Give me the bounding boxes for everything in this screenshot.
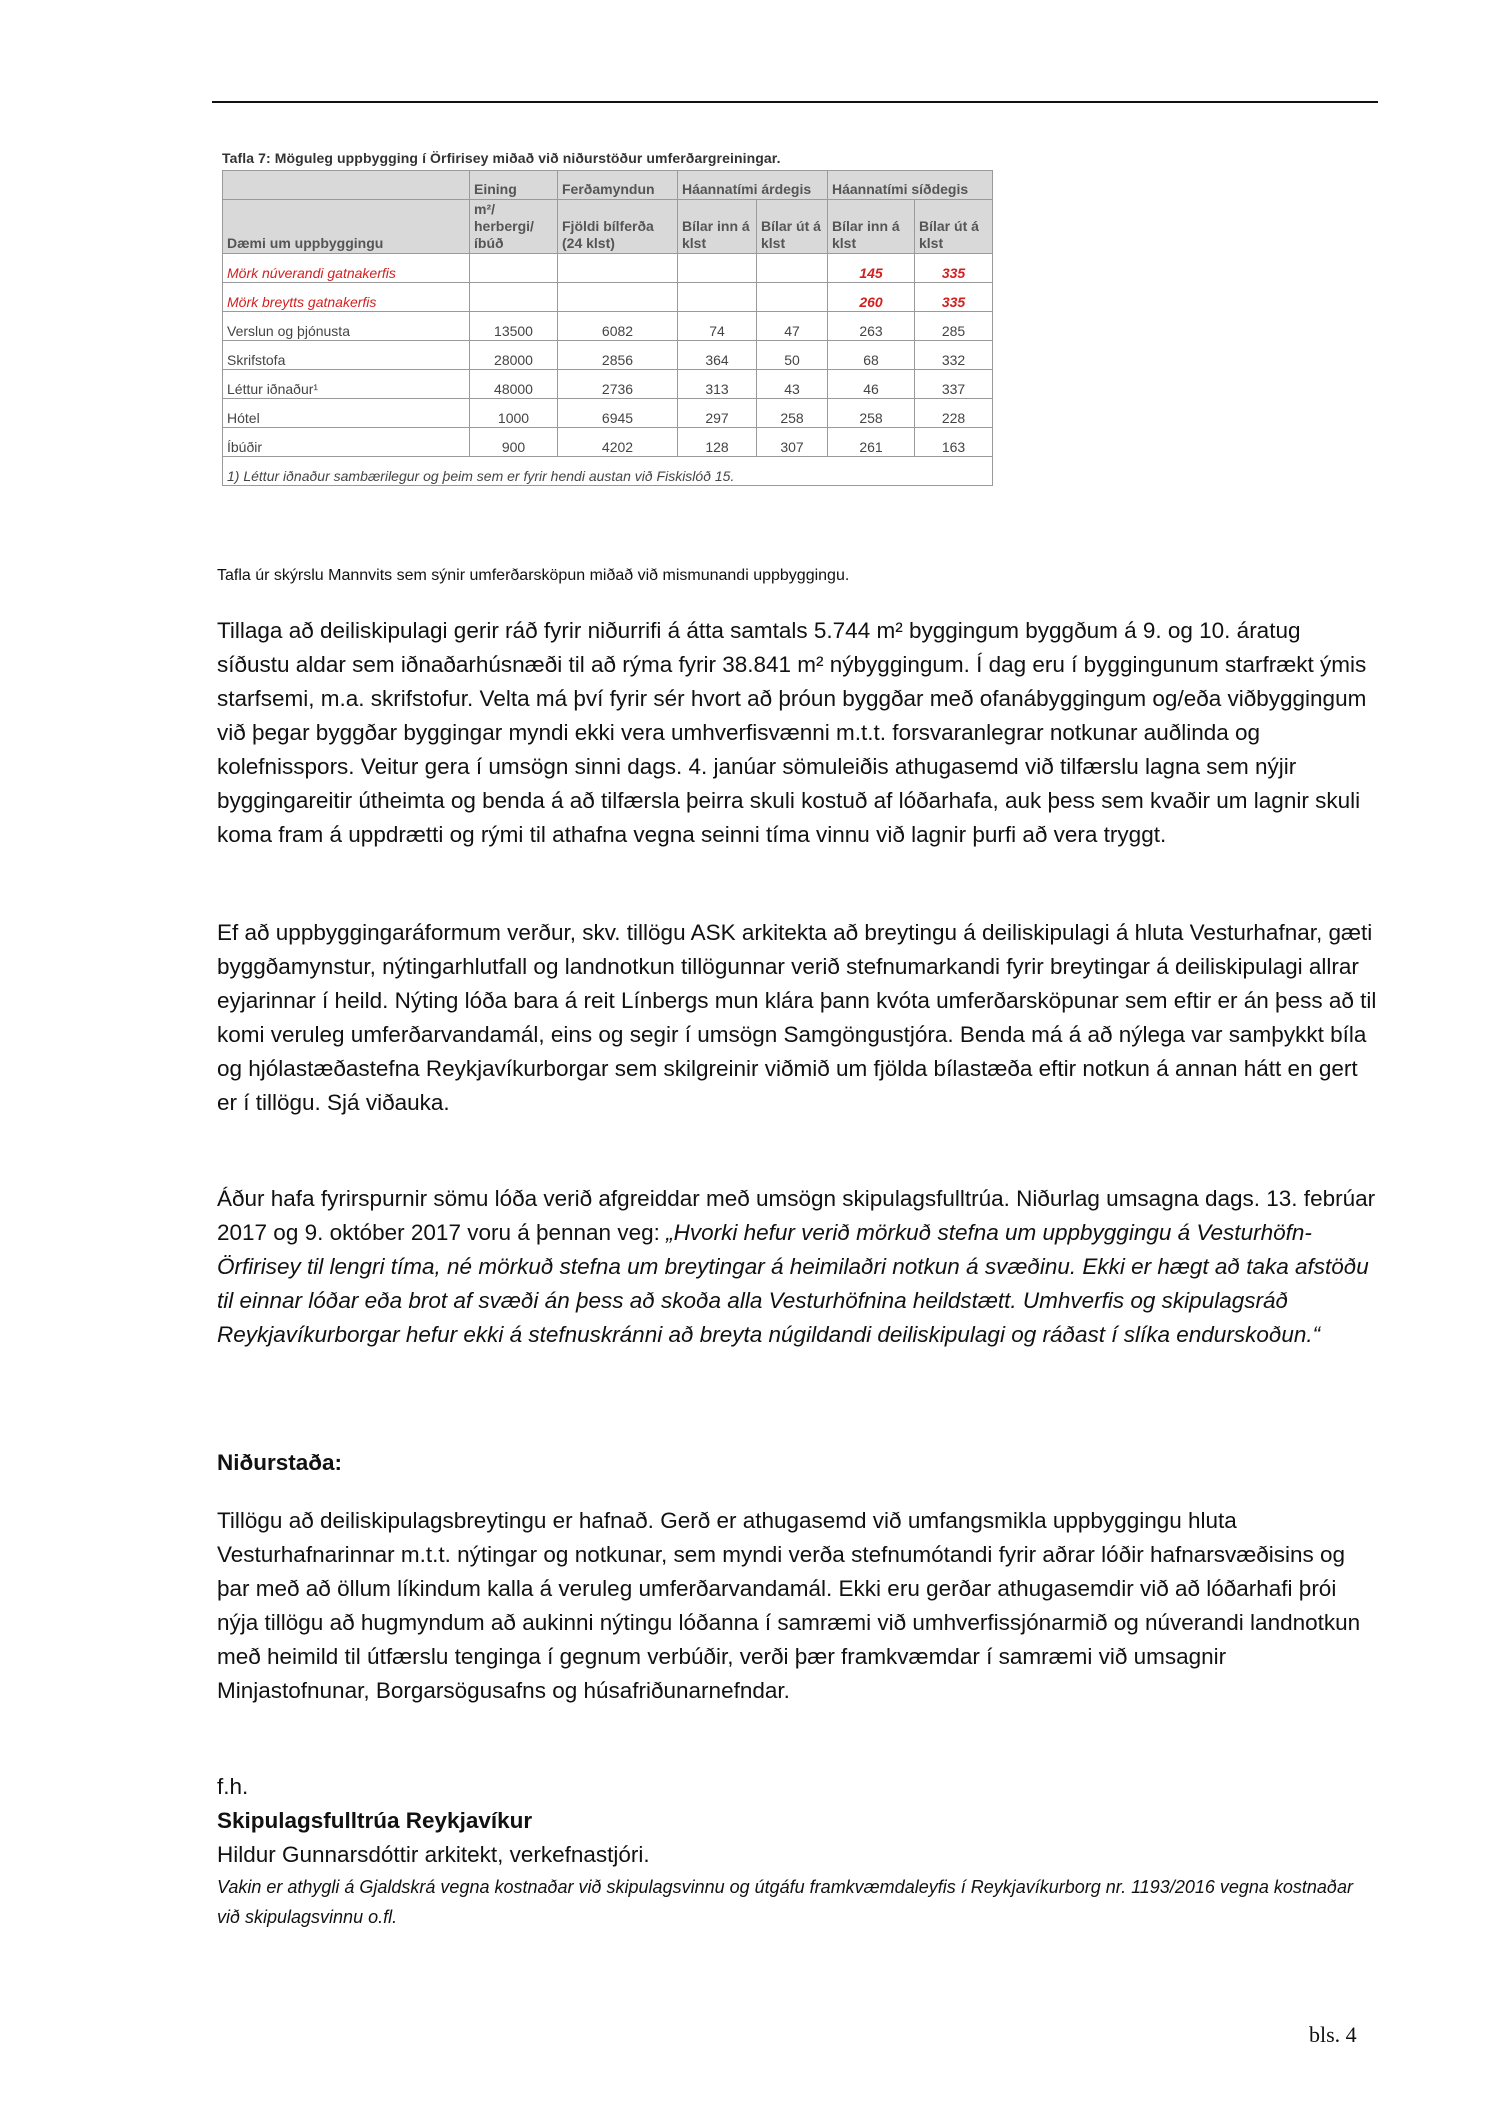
table-row: Mörk núverandi gatnakerfis 145 335 xyxy=(223,254,993,283)
table-row: Verslun og þjónusta 13500 6082 74 47 263 285 xyxy=(223,312,993,341)
header-am-inn: Bílar inn á klst xyxy=(678,200,757,254)
page-number: bls. 4 xyxy=(1309,2022,1357,2047)
table-row: Skrifstofa 28000 2856 364 50 68 332 xyxy=(223,341,993,370)
table-footnote-row xyxy=(223,457,993,486)
header-eining: Eining xyxy=(470,171,558,200)
table-header-row-2 xyxy=(223,200,993,254)
paragraph-3-text: Áður hafa fyrirspurnir sömu lóða verið afgreiddar með umsögn skipulagsfulltrúa. Niðurlag umsagna dags. 13. febrúar 2017 og 9. október 2017 voru á þennan veg: xyxy=(217,1186,1376,1245)
paragraph-3 xyxy=(217,1182,1377,1352)
table-row: Hótel 1000 6945 297 258 258 228 xyxy=(223,399,993,428)
paragraph-1: Tillaga að deiliskipulagi gerir ráð fyrir niðurrifi á átta samtals 5.744 m² byggingum byggðum á 9. og 10. áratug síðustu aldar sem iðnaðarhúsnæði til að rýma fyrir 38.841 m² nýbyggingum. Í dag eru í byggingunum starfrækt ýmis starfsemi, m.a. skrifstofur. Velta má því fyrir sér hvort að þróun byggðar með ofanábyggingum og/eða viðbyggingum við þegar byggðar byggingar myndi ekki vera umhverfisvænni m.t.t. forsvaranlegrar notkunar auðlinda og kolefnisspors. Veitur gera í umsögn sinni dags. 4. janúar sömuleiðis athugasemd við tilfærslu lagna sem nýjir byggingareitir útheimta og benda á að tilfærsla þeirra skuli kostuð af lóðarhafa, auk þess sem kvaðir um lagnir skuli koma fram á uppdrætti og rými til athafna vegna seinni tíma vinnu við lagnir þurfi að vera tryggt. xyxy=(217,618,1367,847)
header-ardegis: Háannatími árdegis xyxy=(678,171,828,200)
figure-caption: Tafla úr skýrslu Mannvits sem sýnir umferðarsköpun miðað við mismunandi uppbyggingu. xyxy=(217,567,850,584)
table-header-row-1 xyxy=(223,171,993,200)
header-unit: m²/ herbergi/ íbúð xyxy=(470,200,558,254)
table-row: Léttur iðnaður¹ 48000 2736 313 43 46 337 xyxy=(223,370,993,399)
traffic-table xyxy=(222,170,993,486)
header-fjoldi: Fjöldi bílferða (24 klst) xyxy=(558,200,678,254)
table-row: Íbúðir 900 4202 128 307 261 163 xyxy=(223,428,993,457)
sig-fh: f.h. xyxy=(217,1774,249,1799)
section-heading: Niðurstaða: xyxy=(217,1450,343,1475)
header-ferdamyndun: Ferðamyndun xyxy=(558,171,678,200)
sig-name: Hildur Gunnarsdóttir arkitekt, verkefnastjóri. xyxy=(217,1842,650,1867)
table-caption: Tafla 7: Möguleg uppbygging í Örfirisey miðað við niðurstöður umferðargreiningar. xyxy=(222,150,781,166)
paragraph-3-quote: „Hvorki hefur verið mörkuð stefna um uppbyggingu á Vesturhöfn-Örfirisey til lengri tíma, né mörkuð stefna um breytingar á heimilaðri notkun á svæðinu. Ekki er hægt að taka afstöðu til einnar lóðar eða brot af svæði án þess að skoða alla Vesturhöfnina heildstætt. Umhverfis og skipulagsráð Reykjavíkurborgar hefur ekki á stefnuskránni að breyta núgildandi deiliskipulagi og ráðast í slíka endurskoðun.“ xyxy=(217,1220,1369,1347)
header-pm-ut: Bílar út á klst xyxy=(915,200,993,254)
paragraph-4: Tillögu að deiliskipulagsbreytingu er hafnað. Gerð er athugasemd við umfangsmikla uppbyggingu hluta Vesturhafnarinnar m.t.t. nýtingar og notkunar, sem myndi verða stefnumótandi fyrir aðrar lóðir hafnarsvæðisins og þar með að öllum líkindum kalla á veruleg umferðarvandamál. Ekki eru gerðar athugasemdir við að lóðarhafi þrói nýja tillögu að hugmyndum að aukinni nýtingu lóðanna í samræmi við umhverfissjónarmið og núverandi landnotkun með heimild til útfærslu tenginga í gegnum verbúðir, verði þær framkvæmdar í samræmi við umsagnir Minjastofnunar, Borgarsögusafns og húsafriðunarnefndar. xyxy=(217,1508,1361,1703)
header-siddegis: Háannatími síðdegis xyxy=(828,171,993,200)
header-rule xyxy=(212,101,1378,103)
sig-note: Vakin er athygli á Gjaldskrá vegna kostnaðar við skipulagsvinnu og útgáfu framkvæmdaleyfis í Reykjavíkurborg nr. 1193/2016 vegna kostnaðar við skipulagsvinnu o.fl. xyxy=(217,1877,1353,1927)
paragraph-2: Ef að uppbyggingaráformum verður, skv. tillögu ASK arkitekta að breytingu á deiliskipulagi á hluta Vesturhafnar, gæti byggðamynstur, nýtingarhlutfall og landnotkun tillögunnar verið stefnumarkandi fyrir breytingar á deiliskipulagi allrar eyjarinnar í heild. Nýting lóða bara á reit Línbergs mun klára þann kvóta umferðarsköpunar sem eftir er án þess að til komi veruleg umferðarvandamál, eins og segir í umsögn Samgöngustjóra. Benda má á að nýlega var samþykkt bíla og hjólastæðastefna Reykjavíkurborgar sem skilgreinir viðmið um fjölda bílastæða eftir notkun á annan hátt en gert er í tillögu. Sjá viðauka. xyxy=(217,920,1377,1115)
header-am-ut: Bílar út á klst xyxy=(757,200,828,254)
sig-office: Skipulagsfulltrúa Reykjavíkur xyxy=(217,1808,533,1833)
traffic-table-figure xyxy=(222,150,992,486)
header-pm-inn: Bílar inn á klst xyxy=(828,200,915,254)
header-daemi: Dæmi um uppbyggingu xyxy=(223,200,470,254)
table-row: Mörk breytts gatnakerfis 260 335 xyxy=(223,283,993,312)
table-footnote: 1) Léttur iðnaður sambærilegur og þeim sem er fyrir hendi austan við Fiskislóð 15. xyxy=(223,457,993,486)
